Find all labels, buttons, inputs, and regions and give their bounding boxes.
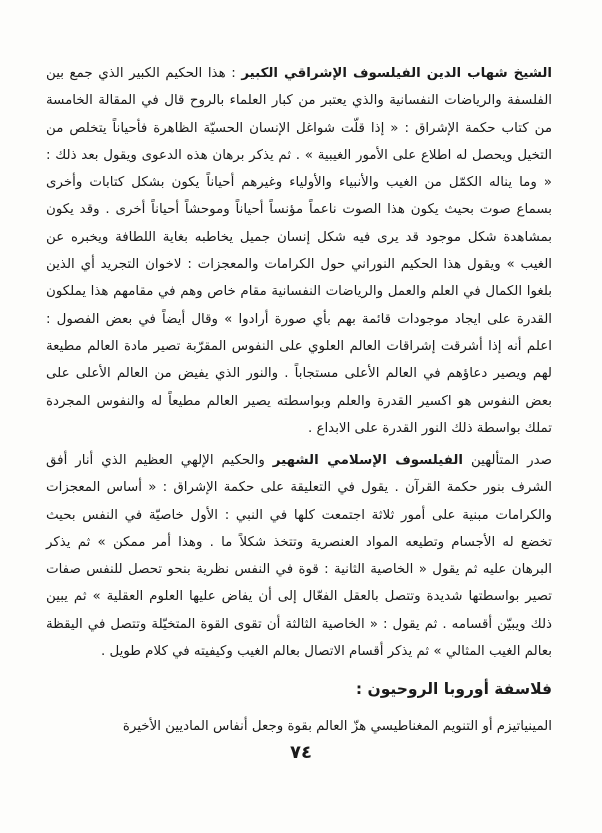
paragraph3-body: المينياتيزم أو التنويم المغناطيسي هزّ العالم بقوة وجعل أنفاس الماديين الأخيرة bbox=[122, 719, 552, 734]
paragraph-sadr-al-mutaallihin bbox=[46, 447, 552, 665]
page-number: ٧٤ bbox=[290, 742, 312, 763]
paragraph-mesmerism bbox=[46, 713, 552, 740]
paragraph2-body: والحكيم الإلهي العظيم الذي أنار أفق الشرف بنور حكمة القرآن . يقول في التعليقة على حكمة الإشراق : « أساس المعجزات والكرامات مبنية على أمور ثلاثة اجتمعت كلها في النبي : الأول خاصيّة في النفس بحيث تخضع له الأجسام وتطيعه المواد العنصرية وتتخذ شكلاً ما . وهذا أمر ممكن » ثم يذكر البرهان عليه ثم يقول « الخاصية الثانية : قوة في النفس نظرية بنحو تحصل للنفس صفات تصير بواسطتها شديدة وتتصل بالعقل الفعّال إلى أن يفاض عليها العلوم العقلية » ثم يبين ذلك ويبيّن أقسامه . ثم يقول : « الخاصية الثالثة أن تقوى القوة المتخيّلة وتتصل في اليقظة بعالم الغيب المثالي » ثم يذكر أقسام الاتصال بعالم الغيب وكيفيته في كلام طويل . bbox=[46, 453, 552, 660]
paragraph1-lead: الشيخ شهاب الدين الفيلسوف الإشراقي الكبير bbox=[241, 66, 552, 81]
paragraph2-lead: الفيلسوف الإسلامي الشهير bbox=[272, 453, 463, 468]
paragraph-shahab-al-din bbox=[46, 60, 552, 442]
section-heading: فلاسفة أوروبا الروحيون : bbox=[355, 680, 552, 698]
paragraph2-prefix: صدر المتألهين bbox=[470, 453, 552, 468]
paragraph1-body: : هذا الحكيم الكبير الذي جمع بين الفلسفة والرياضات النفسانية والذي يعتبر من كبار العلماء بالروح قال في المقالة الخامسة من كتاب حكمة الإشراق : « إذا قلّت شواغل الإنسان الحسيّة الظاهرة فأحياناً يتخلص من التخيل ويحصل له اطلاع على الأمور الغيبية » . ثم يذكر برهان هذه الدعوى ويقول بعد ذلك : « وما يناله الكمّل من الغيب والأنبياء والأولياء وغيرهم أحياناً يكون بشكل كتابات وأخرى بسماع صوت بحيث يكون هذا الصوت ناعماً مؤنساً أحياناً وموحشاً أحياناً أخرى . وقد يكون بمشاهدة شكل موجود قد يرى فيه شكل إنسان جميل يخاطبه بغاية اللطافة ويخبره عن الغيب » ويقول هذا الحكيم النوراني حول الكرامات والمعجزات : لاخوان التجريد أي الذين بلغوا الكمال في العلم والعمل والرياضات النفسانية مقام خاص وهم في مقامهم هذا يملكون القدرة على ايجاد موجودات قائمة بهم بأي صورة أرادوا » وقال أيضاً في بعض الفصول : اعلم أنه إذا أشرقت إشراقات العالم العلوي على النفوس المقرّبة تصير مادة العالم مطيعة لهم ويصير دعاؤهم في العالم الأعلى مستجاباً . والنور الذي يفيض من العالم الأعلى على بعض النفوس هو اكسير القدرة والعلم وبواسطته يصير العالم مطيعاً له والنفوس المجردة تملك بواسطة ذلك النور القدرة على الابداع . bbox=[46, 66, 552, 436]
